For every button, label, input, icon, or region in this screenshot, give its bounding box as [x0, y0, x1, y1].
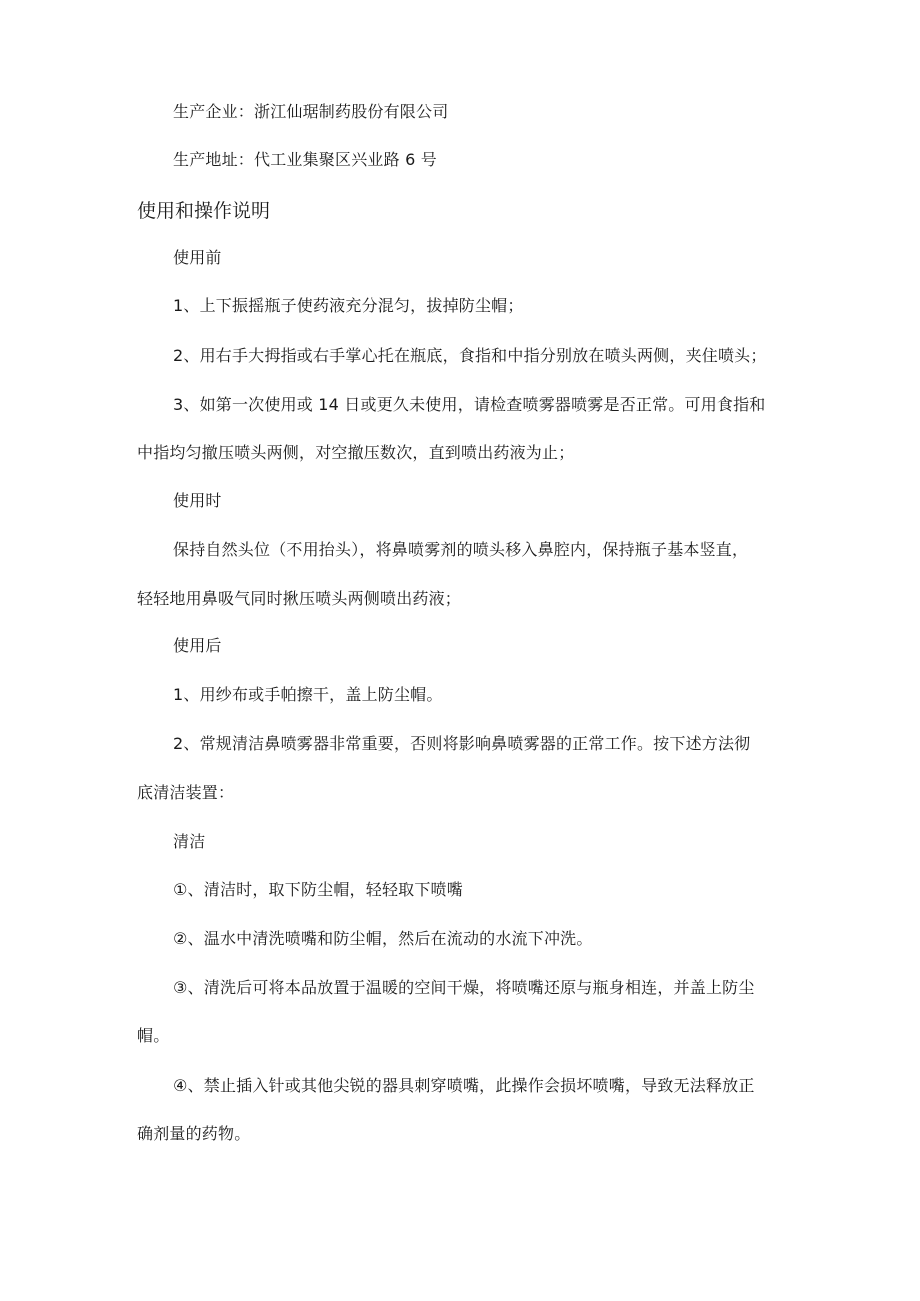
- after-use-heading: 使用后: [173, 636, 222, 655]
- cleaning-heading: 清洁: [173, 832, 206, 851]
- cleaning-step-4-line-2: 确剂量的药物。: [137, 1124, 251, 1143]
- before-use-heading: 使用前: [173, 248, 222, 267]
- after-use-step-2-line-2: 底清洁装置：: [137, 783, 235, 802]
- section-title: 使用和操作说明: [137, 200, 271, 222]
- after-use-step-1: 1、用纱布或手帕擦干，盖上防尘帽。: [173, 685, 443, 704]
- after-use-step-2-line-1: 2、常规清洁鼻喷雾器非常重要，否则将影响鼻喷雾器的正常工作。按下述方法彻: [173, 734, 751, 753]
- manufacturer-address: 生产地址：代工业集聚区兴业路 6 号: [173, 150, 437, 169]
- cleaning-step-4-line-1: ④、禁止插入针或其他尖锐的器具刺穿喷嘴，此操作会损坏喷嘴，导致无法释放正: [173, 1076, 755, 1095]
- cleaning-step-1: ①、清洁时，取下防尘帽，轻轻取下喷嘴: [173, 880, 463, 899]
- before-use-step-2: 2、用右手大拇指或右手掌心托在瓶底，食指和中指分别放在喷头两侧，夹住喷头；: [173, 346, 767, 365]
- before-use-step-1: 1、上下振摇瓶子使药液充分混匀，拔掉防尘帽；: [173, 296, 524, 315]
- before-use-step-3-line-2: 中指均匀撤压喷头两侧，对空撤压数次，直到喷出药液为止；: [137, 443, 575, 462]
- during-use-text-line-2: 轻轻地用鼻吸气同时揪压喷头两侧喷出药液；: [137, 589, 462, 608]
- cleaning-step-3-line-2: 帽。: [137, 1026, 170, 1045]
- cleaning-step-2: ②、温水中清洗喷嘴和防尘帽，然后在流动的水流下冲洗。: [173, 929, 593, 948]
- cleaning-step-3-line-1: ③、清洗后可将本品放置于温暖的空间干燥，将喷嘴还原与瓶身相连，并盖上防尘: [173, 978, 755, 997]
- during-use-text-line-1: 保持自然头位（不用抬头），将鼻喷雾剂的喷头移入鼻腔内，保持瓶子基本竖直，: [173, 540, 749, 559]
- before-use-step-3-line-1: 3、如第一次使用或 14 日或更久未使用，请检查喷雾器喷雾是否正常。可用食指和: [173, 395, 766, 414]
- during-use-heading: 使用时: [173, 491, 222, 510]
- manufacturer-enterprise: 生产企业：浙江仙琚制药股份有限公司: [173, 102, 449, 121]
